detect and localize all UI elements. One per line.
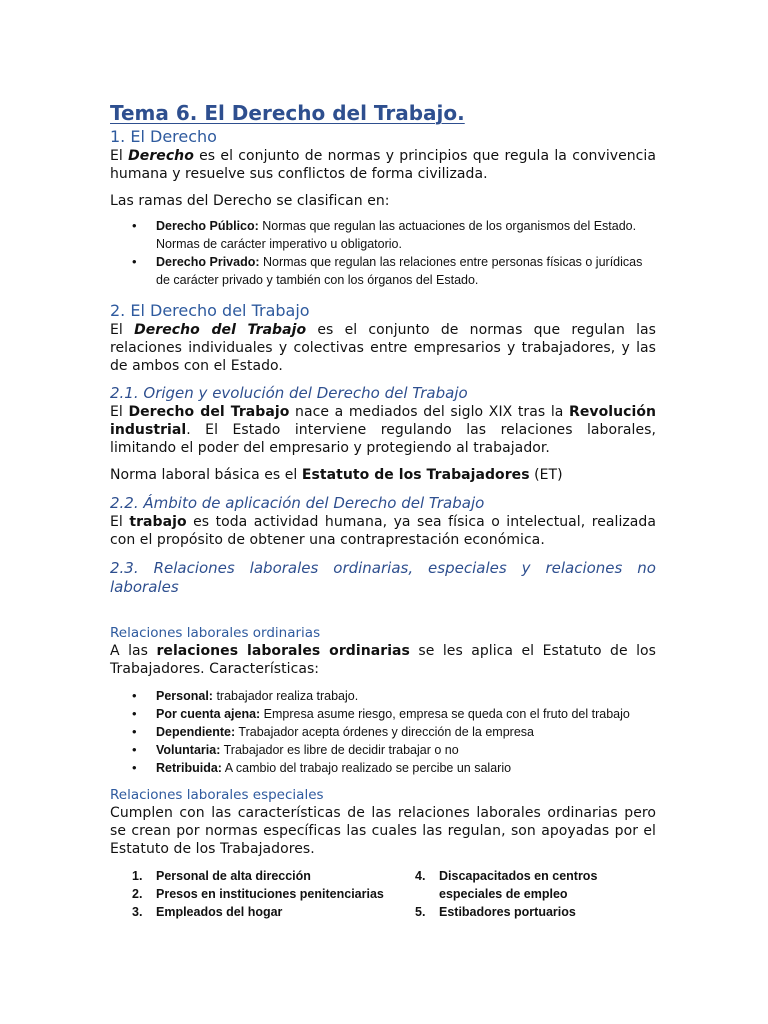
list-especiales (110, 867, 656, 921)
text-run: (ET) (529, 467, 563, 483)
paragraph-ramas: Las ramas del Derecho se clasifican en: (110, 193, 390, 209)
list-item (110, 723, 656, 741)
text-run: nace a mediados del siglo XIX tras la (289, 404, 570, 420)
list-number: 2. (132, 887, 143, 901)
term: Voluntaria: (156, 743, 221, 757)
paragraph-norma-basica (110, 466, 656, 484)
list-item (110, 687, 656, 705)
list-number: 1. (132, 869, 143, 883)
list-text: Discapacitados en centros especiales de empleo (439, 869, 598, 901)
list-especiales-left (110, 867, 393, 921)
text-run: es el conjunto de normas y principios que regula la convivencia humana y resuelve sus conflictos de forma civilizada. (110, 148, 656, 182)
list-number: 5. (415, 905, 426, 919)
term-derecho-del-trabajo: Derecho del Trabajo (128, 404, 290, 420)
text-run: A las (110, 643, 157, 659)
subsection-heading-origen: 2.1. Origen y evolución del Derecho del Trabajo (110, 384, 468, 402)
text-run: Normas que regulan las actuaciones de los organismos del Estado. Normas de carácter imperativo u obligatorio. (156, 219, 637, 251)
list-item (393, 903, 656, 921)
text-run: A cambio del trabajo realizado se percibe un salario (221, 761, 512, 775)
paragraph-origen (110, 403, 656, 457)
subsection-heading-relaciones: 2.3. Relaciones laborales ordinarias, especiales y relaciones no laborales (110, 559, 656, 596)
term-estatuto: Estatuto de los Trabajadores (301, 467, 530, 483)
text-run: Empresa asume riesgo, empresa se queda con el fruto del trabajo (260, 707, 630, 721)
section-heading-derecho-trabajo: 2. El Derecho del Trabajo (110, 301, 310, 320)
text-run: Trabajador acepta órdenes y dirección de la empresa (235, 725, 534, 739)
subsection-heading-ambito: 2.2. Ámbito de aplicación del Derecho del Trabajo (110, 494, 485, 512)
text-run: Normas que regulan las relaciones entre personas físicas o jurídicas de carácter privado y también con los órganos del Estado. (156, 255, 643, 287)
text-run: El (110, 322, 135, 338)
term-derecho: Derecho (128, 148, 194, 164)
text-run: El (110, 514, 130, 530)
list-item (110, 253, 656, 289)
text-run: El (110, 404, 129, 420)
list-text: Estibadores portuarios (439, 905, 576, 919)
term-relaciones-ordinarias: relaciones laborales ordinarias (156, 643, 410, 659)
term-derecho-del-trabajo: Derecho del Trabajo (134, 322, 307, 338)
text-run: se les aplica el Estatuto de los Trabajadores. Características: (110, 643, 656, 677)
term: Por cuenta ajena: (156, 707, 261, 721)
term-derecho-publico: Derecho Público: (156, 219, 259, 233)
text-run: trabajador realiza trabajo. (212, 689, 359, 703)
list-text: Presos en instituciones penitenciarias (156, 887, 384, 901)
term-derecho-privado: Derecho Privado: (156, 255, 260, 269)
text-run: Norma laboral básica es el (110, 467, 302, 483)
text-run: es el conjunto de normas que regulan las relaciones individuales y colectivas entre empresarios y trabajadores, y las de ambos con el Estado. (110, 322, 656, 374)
paragraph-derecho-definition (110, 147, 656, 183)
list-number: 3. (132, 905, 143, 919)
list-item (110, 885, 393, 903)
paragraph-ambito (110, 513, 656, 549)
term-trabajo: trabajo (129, 514, 187, 530)
text-run: . El Estado interviene regulando las relaciones laborales, limitando el poder del empresario y protegiendo al trabajador. (110, 422, 656, 456)
paragraph-especiales: Cumplen con las características de las relaciones laborales ordinarias pero se crean por normas específicas las cuales las regulan, son apoyadas por el Estatuto de los Trabajadores. (110, 805, 656, 857)
heading-relaciones-ordinarias: Relaciones laborales ordinarias (110, 625, 321, 641)
text-run: es toda actividad humana, ya sea física o intelectual, realizada con el propósito de obtener una contraprestación económica. (110, 514, 656, 548)
term-revolucion-industrial: Revolución industrial (110, 404, 656, 438)
term: Dependiente: (156, 725, 236, 739)
section-heading-derecho: 1. El Derecho (110, 127, 217, 146)
list-item (110, 759, 656, 777)
list-caracteristicas (110, 687, 656, 777)
term: Retribuida: (156, 761, 222, 775)
list-ramas-derecho (110, 217, 656, 289)
paragraph-ordinarias (110, 642, 656, 678)
list-item (393, 867, 656, 903)
list-text: Empleados del hogar (156, 905, 283, 919)
list-item (110, 867, 393, 885)
list-number: 4. (415, 869, 426, 883)
term: Personal: (156, 689, 213, 703)
text-run: El (110, 148, 129, 164)
list-item (110, 217, 656, 253)
paragraph-derecho-trabajo-definition (110, 321, 656, 375)
list-especiales-right (393, 867, 656, 921)
list-item (110, 741, 656, 759)
list-item (110, 705, 656, 723)
document-content (110, 100, 656, 921)
list-item (110, 903, 393, 921)
document-title: Tema 6. El Derecho del Trabajo. (110, 101, 465, 125)
heading-relaciones-especiales: Relaciones laborales especiales (110, 787, 324, 803)
list-text: Personal de alta dirección (156, 869, 311, 883)
text-run: Trabajador es libre de decidir trabajar o no (220, 743, 459, 757)
